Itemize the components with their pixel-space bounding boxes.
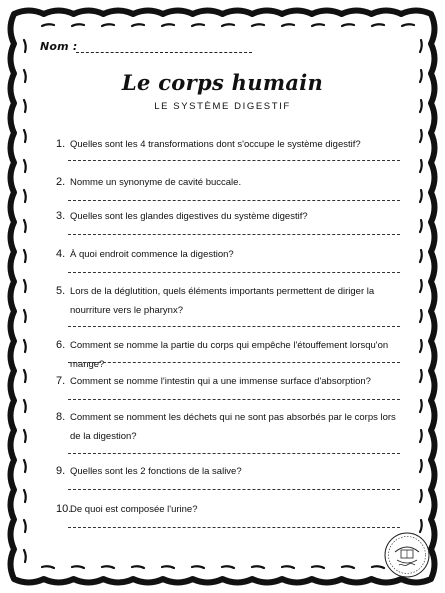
question-text: Quelles sont les 4 transformations dont s'occupe le système digestif? [70, 139, 361, 150]
author-logo-stamp [383, 531, 431, 579]
answer-line-6[interactable] [68, 362, 400, 363]
page-subtitle: LE SYSTÈME DIGESTIF [154, 101, 291, 112]
answer-line-10[interactable] [68, 527, 400, 528]
question-5 [56, 282, 400, 320]
answer-line-1[interactable] [68, 160, 400, 161]
question-4 [56, 245, 400, 264]
answer-line-5[interactable] [68, 326, 400, 327]
question-text: Quelles sont les glandes digestives du système digestif? [70, 211, 308, 222]
question-number: 3. [56, 210, 66, 222]
answer-line-4[interactable] [68, 272, 400, 273]
question-1 [56, 135, 400, 154]
answer-line-9[interactable] [68, 489, 400, 490]
answer-line-2[interactable] [68, 200, 400, 201]
question-number: 5. [56, 285, 66, 297]
question-text: Quelles sont les 2 fonctions de la salive? [70, 466, 242, 477]
question-text: À quoi endroit commence la digestion? [70, 249, 234, 260]
page-title: Le corps humain [121, 70, 324, 95]
question-number: 7. [56, 375, 66, 387]
question-6 [56, 336, 400, 374]
question-text: Comment se nomme l'intestin qui a une immense surface d'absorption? [70, 376, 371, 387]
question-number: 6. [56, 339, 66, 351]
answer-line-8[interactable] [68, 453, 400, 454]
question-10 [56, 500, 400, 519]
question-text: Nomme un synonyme de cavité buccale. [70, 177, 242, 188]
question-text: Comment se nomment les déchets qui ne sont pas absorbés par le corps lors de la digestion? [70, 412, 396, 442]
question-2 [56, 173, 400, 192]
question-text: Lors de la déglutition, quels éléments importants permettent de diriger la nourriture vers le pharynx? [70, 286, 375, 316]
question-number: 8. [56, 411, 66, 423]
question-9 [56, 462, 400, 481]
question-number: 1. [56, 138, 66, 150]
question-8 [56, 408, 400, 446]
question-number: 4. [56, 248, 66, 260]
question-number: 9. [56, 465, 66, 477]
question-3 [56, 207, 400, 226]
question-text: De quoi est composée l'urine? [70, 504, 198, 515]
answer-line-3[interactable] [68, 234, 400, 235]
name-label: Nom : [40, 40, 78, 53]
answer-line-7[interactable] [68, 399, 400, 400]
question-number: 2. [56, 176, 66, 188]
name-input-line[interactable] [76, 52, 252, 53]
question-7 [56, 372, 400, 391]
question-number: 10. [56, 503, 72, 515]
question-text: Comment se nomme la partie du corps qui empêche l'étouffement lorsqu'on mange? [70, 340, 389, 370]
